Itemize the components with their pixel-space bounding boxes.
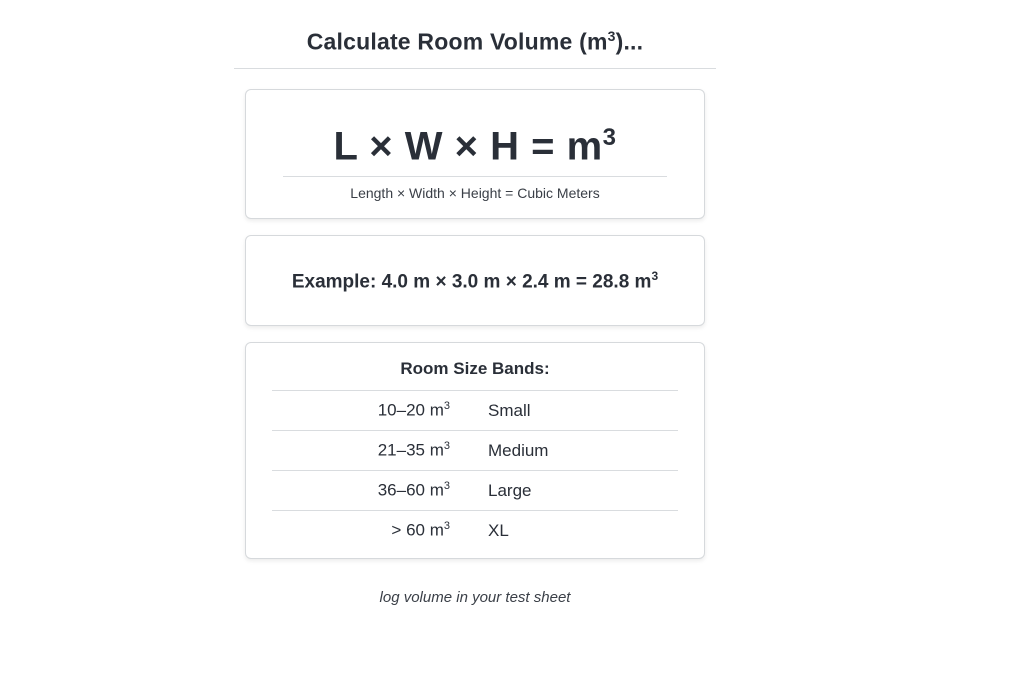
bands-table	[272, 391, 678, 550]
band-row	[272, 511, 678, 550]
band-label: Medium	[488, 440, 549, 460]
formula	[246, 90, 704, 172]
band-range-text: 21–35 m	[377, 440, 444, 460]
example-text: Example: 4.0 m × 3.0 m × 2.4 m = 28.8 m	[291, 271, 652, 293]
band-range-text: 36–60 m	[377, 480, 444, 500]
example-card	[245, 235, 705, 326]
page-title-text: Calculate Room Volume (m	[306, 28, 608, 55]
band-range-superscript: 3	[443, 400, 450, 413]
band-range-superscript: 3	[443, 440, 450, 453]
band-range-superscript: 3	[443, 520, 450, 533]
band-label: Small	[488, 400, 531, 420]
page-title-suffix: )...	[615, 28, 644, 55]
page-title-superscript: 3	[607, 28, 616, 44]
formula-text: L × W × H = m	[333, 124, 603, 169]
band-row	[272, 431, 678, 471]
band-range-superscript: 3	[443, 480, 450, 493]
band-label: Large	[488, 480, 532, 500]
bands-title: Room Size Bands:	[272, 343, 678, 391]
band-range	[272, 520, 450, 541]
band-row	[272, 391, 678, 431]
band-range	[272, 440, 450, 461]
footnote: log volume in your test sheet	[379, 589, 571, 606]
band-range	[272, 480, 450, 501]
band-range	[272, 400, 450, 421]
example-calculation	[246, 236, 704, 293]
formula-superscript: 3	[602, 124, 617, 151]
page-title	[234, 0, 716, 69]
example-superscript: 3	[651, 269, 659, 283]
room-size-bands-card	[245, 342, 705, 559]
band-range-text: 10–20 m	[377, 400, 444, 420]
band-range-text: > 60 m	[391, 520, 444, 540]
formula-caption: Length × Width × Height = Cubic Meters	[350, 185, 600, 202]
band-row	[272, 471, 678, 511]
band-label: XL	[488, 520, 509, 540]
formula-card	[245, 89, 705, 219]
